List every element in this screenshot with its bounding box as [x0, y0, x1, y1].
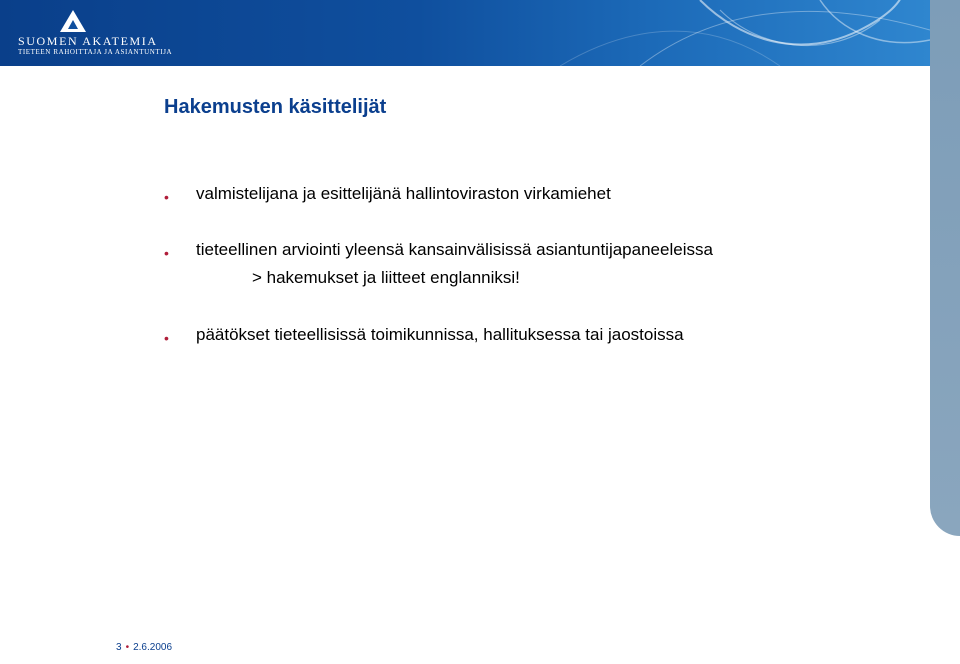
bullet-item [164, 184, 611, 205]
header-banner [0, 0, 930, 66]
sub-line: > hakemukset ja liitteet englanniksi! [252, 268, 520, 287]
slide-title: Hakemusten käsittelijät [164, 96, 387, 118]
decorative-swirl [0, 0, 930, 66]
bullet-text: valmistelijana ja esittelijänä hallintoviraston virkamiehet [196, 184, 611, 203]
footer-separator-icon: • [125, 642, 130, 653]
bullet-icon: • [164, 189, 169, 205]
logo-triangle-icon [60, 10, 86, 32]
org-name: SUOMEN AKATEMIA [18, 34, 158, 48]
bullet-text: päätökset tieteellisissä toimikunnissa, hallituksessa tai jaostoissa [196, 325, 684, 344]
bullet-icon: • [164, 245, 169, 261]
org-tagline: TIETEEN RAHOITTAJA JA ASIANTUNTIJA [18, 48, 173, 56]
footer-date: 2.6.2006 [133, 642, 173, 653]
footer [116, 642, 172, 653]
bullet-item [164, 325, 684, 346]
bullet-item [164, 240, 713, 261]
side-decoration [930, 0, 960, 536]
bullet-text: tieteellinen arviointi yleensä kansainvälisissä asiantuntijapaneeleissa [196, 240, 713, 259]
page-number: 3 [116, 642, 122, 653]
bullet-icon: • [164, 330, 169, 346]
